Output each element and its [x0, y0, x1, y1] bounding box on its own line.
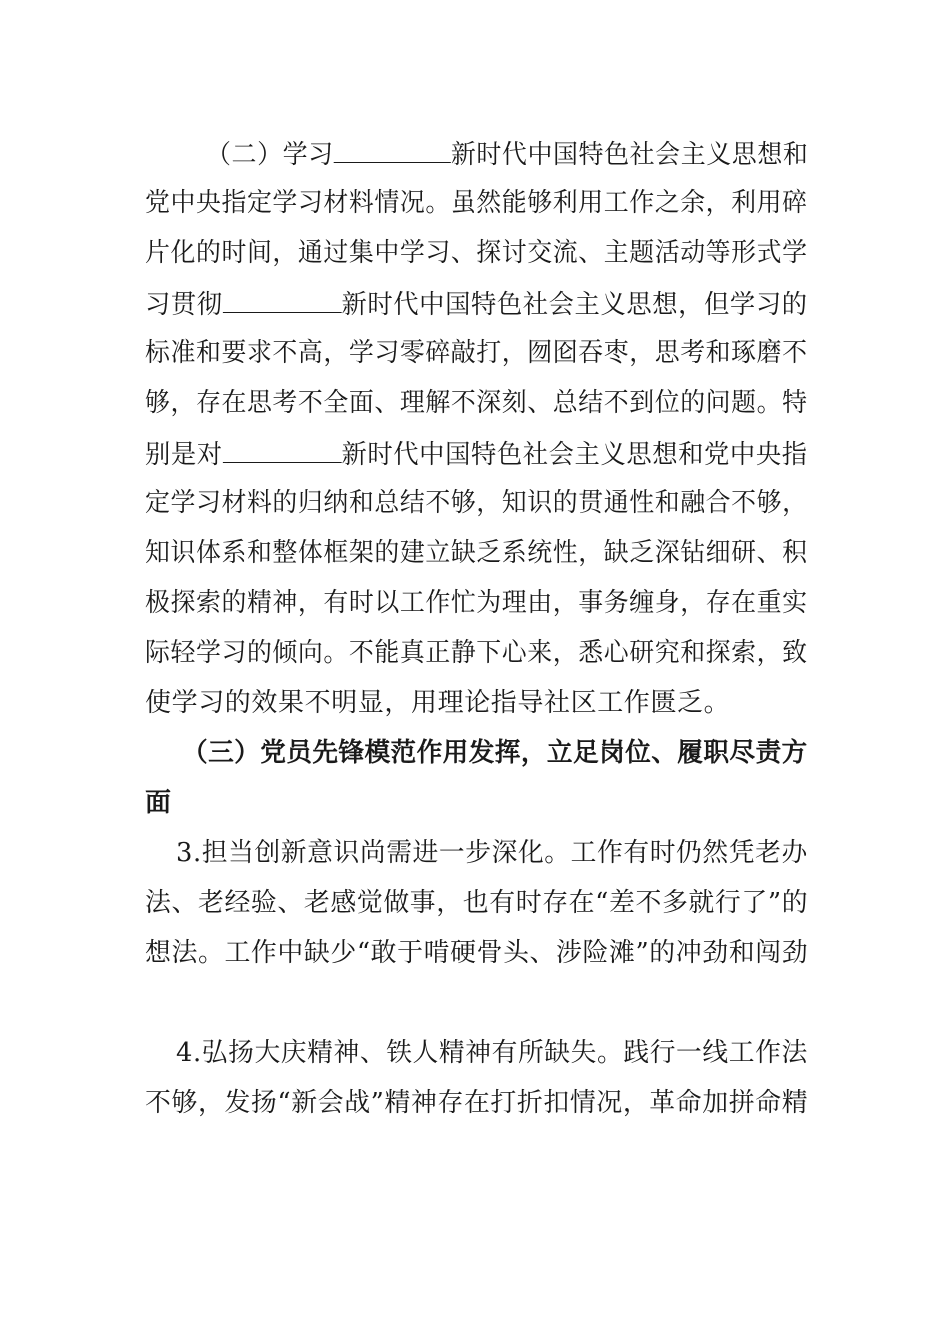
line-text-after-blank: 新时代中国特色社会主义思想，但学习的	[341, 290, 808, 320]
paragraph-line: 知识体系和整体框架的建立缺乏系统性，缺乏深钻细研、积	[145, 538, 808, 568]
heading-line: 面	[145, 788, 172, 818]
paragraph-line: 法、老经验、老感觉做事，也有时存在“差不多就行了”的	[145, 888, 809, 918]
line-text-after-blank: 新时代中国特色社会主义思想和党中央指	[341, 440, 808, 470]
paragraph-line: 党中央指定学习材料情况。虽然能够利用工作之余，利用碎	[145, 188, 808, 218]
paragraph-line	[145, 286, 808, 320]
paragraph-line: 极探索的精神，有时以工作忙为理由，事务缠身，存在重实	[145, 588, 808, 618]
blank-underline	[223, 436, 342, 463]
paragraph-line	[145, 436, 808, 470]
paragraph-line: 3.担当创新意识尚需进一步深化。工作有时仍然凭老办	[176, 838, 808, 868]
paragraph-line: 标准和要求不高，学习零碎敲打，囫囵吞枣，思考和琢磨不	[145, 338, 808, 368]
paragraph-line: 使学习的效果不明显，用理论指导社区工作匮乏。	[145, 688, 731, 718]
paragraph-line: 际轻学习的倾向。不能真正静下心来，悉心研究和探索，致	[145, 638, 808, 668]
line-text-before-blank: （二）学习	[206, 140, 334, 170]
paragraph-line: 定学习材料的归纳和总结不够，知识的贯通性和融合不够，	[145, 488, 808, 518]
paragraph-line: 想法。工作中缺少“敢于啃硬骨头、涉险滩”的冲劲和闯劲	[145, 938, 809, 968]
paragraph-line: 片化的时间，通过集中学习、探讨交流、主题活动等形式学	[145, 238, 808, 268]
paragraph-line: 4.弘扬大庆精神、铁人精神有所缺失。践行一线工作法	[176, 1038, 808, 1068]
paragraph-line: 不够，发扬“新会战”精神存在打折扣情况，革命加拼命精	[145, 1088, 809, 1118]
line-text-before-blank: 习贯彻	[145, 290, 223, 320]
line-text-after-blank: 新时代中国特色社会主义思想和	[450, 140, 809, 170]
heading-line: （三）党员先锋模范作用发挥，立足岗位、履职尽责方	[182, 738, 808, 768]
paragraph-line: 够，存在思考不全面、理解不深刻、总结不到位的问题。特	[145, 388, 808, 418]
blank-underline	[334, 136, 451, 163]
blank-underline	[223, 286, 342, 313]
line-text-before-blank: 别是对	[145, 440, 223, 470]
paragraph-line	[206, 136, 808, 170]
